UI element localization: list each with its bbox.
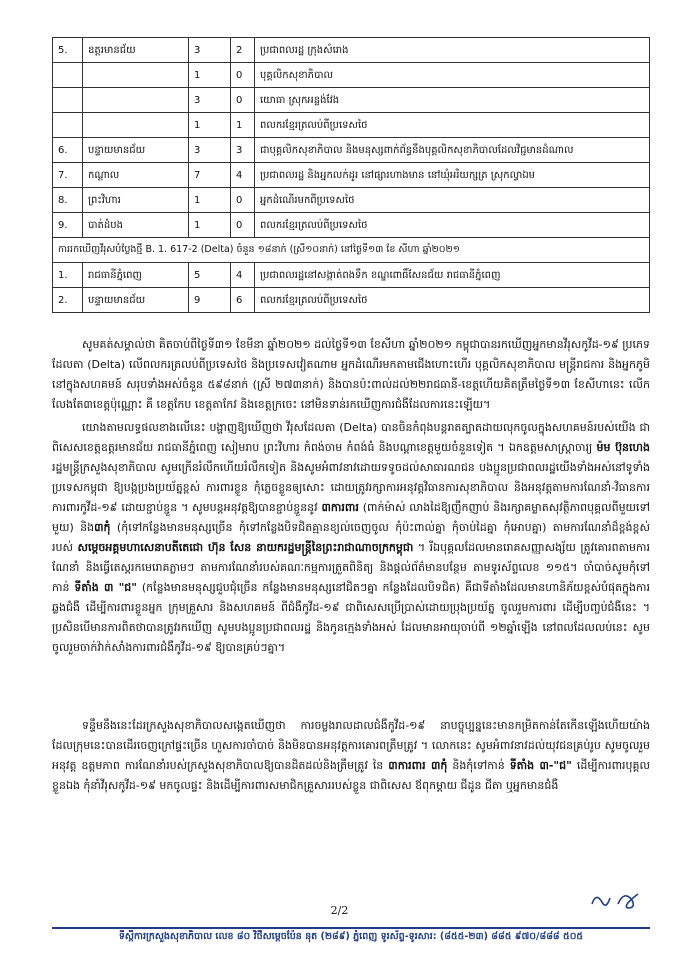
province-cell bbox=[83, 113, 189, 138]
row-number-cell: 9. bbox=[53, 213, 83, 238]
description-cell: បុគ្គលិកសុខាភិបាល bbox=[255, 63, 650, 88]
female-count-cell: 3 bbox=[231, 138, 255, 163]
three-protections-donts: ៣ការពារ ៣កុំ bbox=[388, 759, 448, 772]
description-cell: អ្នកដំណើរមកពីប្រទេសថៃ bbox=[255, 188, 650, 213]
cases-table bbox=[52, 37, 650, 313]
case-count-cell: 7 bbox=[189, 163, 231, 188]
description-cell: ប្រជាពលរដ្ឋនៅសង្កាត់ពងទឹក ខណ្ឌពោធិ៍សែនជ័យ រាជធានីភ្នំពេញ bbox=[255, 263, 650, 288]
table-row bbox=[53, 163, 650, 188]
description-cell: ពលករខ្មែរត្រលប់ពីប្រទេសថៃ bbox=[255, 213, 650, 238]
paragraph-youth bbox=[52, 716, 650, 866]
female-count-cell: 4 bbox=[231, 263, 255, 288]
paragraph-text: រដ្ឋមន្ត្រីក្រសួងសុខាភិបាល សូមក្រើនរំលឹកហើយរំលឹកទៀត និងសូមអំពាវនាវដោយទទូចដល់សាធារណជន បងប្អូនប្រជាពលរដ្ឋយើងទាំងអស់នៅទូទាំងប្រទេសកម្ពុជា ឱ្យបង្កប្រងប្រយ័ត្នខ្ពស់ ការពារខ្លួន កុំភ្លេចខ្លួនឲ្យសោះ ដោយត្រូវរក្សាការអនុវត្តវិធានការសុខាភិបាល និងអនុវត្តតាមការណែនាំ-វិធានការការពារកូវីដ-១៩ ដោយខ្ជាប់ខ្ជួន ។ សូមបន្តអនុវត្តឱ្យបានខ្ជាប់ខ្ជួននូវ bbox=[52, 461, 650, 514]
table-row bbox=[53, 88, 650, 113]
minister-name: ម៉ម ប៊ុនហេង bbox=[596, 441, 650, 454]
female-count-cell: 6 bbox=[231, 288, 255, 313]
paragraph-text: សូមគត់សម្គាល់ថា គិតចាប់ពីថ្ងៃទី៣១ ខែមីនា ឆ្នាំ២០២១ ដល់ថ្ងៃទី១៣ ខែសីហា ឆ្នាំ២០២១ កម្ពុជាបានរកឃើញអ្នកមានវីរុសកូវីដ-១៩ ប្រភេទ ដែលតា (Delta) លើពលករត្រលប់ពីប្រទេសថៃ និងប្រទេសវៀតណាម អ្នកដំណើរមកតាមជើងហោះហើរ បុគ្គលិកសុខាភិបាល មន្ត្រីរាជការ និងអ្នកភូមិនៅក្នុងសហគមន៍ សរុបទាំងអស់ចំនួន ៥៩៨នាក់ (ស្រី ២៧៣នាក់) និងបានប៉ះពាល់ដល់២២រាជធានី-ខេត្តហើយគិតត្រឹមថ្ងៃទី១៣ ខែសីហានេះ លើកលែងតែ៣ខេត្តប៉ុណ្ណោះ គឺ ខេត្តកែប ខេត្តតាកែវ និងខេត្តក្រចេះ នៅមិនទាន់រកឃើញការជំងឺដែលការនេះឡើយ។ bbox=[52, 338, 650, 411]
province-cell: ព្រះវិហារ bbox=[83, 188, 189, 213]
description-cell: យោធា ស្រុកអន្លង់វែង bbox=[255, 88, 650, 113]
description-cell: ប្រជាពលរដ្ឋ និងអ្នកលក់ដូរ នៅផ្សារហាងមាន នៅឃុំអរិយក្សត្រ ស្រុកល្វាឯម bbox=[255, 163, 650, 188]
row-number-cell bbox=[53, 88, 83, 113]
paragraph-text: យោងតាមលទ្ធផលខាងលើនេះ បង្ហាញឱ្យឃើញថា វីរុសដែលតា (Delta) បានចិនកំពុងបន្តរាតត្បាតដាយលុកចូលក្នុងសហគមន៍របស់យើង ជាពិសេសខេត្តឧត្តរមានជ័យ រាជធានីភ្នំពេញ សៀមរាប ព្រះវិហារ កំពង់ចាម កំពង់ធំ និងបណ្តាខេត្តមួយចំនួនទៀត ។ ឯកឧត្តមសាស្ត្រាចារ្យ bbox=[52, 421, 650, 454]
female-count-cell: 1 bbox=[231, 113, 255, 138]
case-count-cell: 3 bbox=[189, 38, 231, 63]
paragraph-text: ដើម្បីការពារបុគ្គលខ្លួនឯង កុំនាំវីរុសកូវីដ-១៩ មកចូលផ្ទះ និងដើម្បីការពារសមាជិកគ្រួសាររបស់ខ្លួន ជាពិសេស ឪពុកម្តាយ ជីដូន ជីតា ឬអ្នកមានជំងឺ bbox=[52, 759, 650, 792]
female-count-cell: 0 bbox=[231, 63, 255, 88]
female-count-cell: 0 bbox=[231, 188, 255, 213]
description-cell: ជាបុគ្គលិកសុខាភិបាល និងមនុស្សពាក់ព័ន្ធនឹងបុគ្គលិកសុខាភិបាលដែលវិជ្ជមានដំណាល bbox=[255, 138, 650, 163]
row-number-cell: 5. bbox=[53, 38, 83, 63]
paragraph-text: (កុំទៅកន្លែងមានមនុស្សច្រើន កុំទៅកន្លែងបិទជិតគ្មានខ្យល់ចេញចូល កុំប៉ះពាល់គ្នា កុំចាប់ដៃគ្នា កុំអោបគ្នា) តាមការណែនាំដ៏ខ្ពង់ខ្ពស់របស់ bbox=[52, 521, 650, 554]
row-number-cell: 6. bbox=[53, 138, 83, 163]
province-cell: បន្ទាយមានជ័យ bbox=[83, 288, 189, 313]
footer-divider bbox=[52, 927, 650, 929]
row-number-cell: 7. bbox=[53, 163, 83, 188]
province-cell: បាត់ដំបង bbox=[83, 213, 189, 238]
row-number-cell bbox=[53, 113, 83, 138]
description-cell: ប្រជាពលរដ្ឋ ក្រុងសំរោង bbox=[255, 38, 650, 63]
table-row bbox=[53, 288, 650, 313]
case-count-cell: 3 bbox=[189, 138, 231, 163]
table-row bbox=[53, 38, 650, 63]
case-count-cell: 9 bbox=[189, 288, 231, 313]
table-row bbox=[53, 188, 650, 213]
case-count-cell: 1 bbox=[189, 63, 231, 88]
table-row-delta-note bbox=[53, 238, 650, 263]
female-count-cell: 4 bbox=[231, 163, 255, 188]
case-count-cell: 1 bbox=[189, 188, 231, 213]
case-count-cell: 3 bbox=[189, 88, 231, 113]
case-count-cell: 1 bbox=[189, 113, 231, 138]
row-number-cell bbox=[53, 63, 83, 88]
three-places: ទីតាំង ៣-"ជ" bbox=[509, 759, 572, 772]
province-cell: កណ្តាល bbox=[83, 163, 189, 188]
female-count-cell: 0 bbox=[231, 88, 255, 113]
three-donts: ៣កុំ bbox=[94, 521, 111, 534]
paragraph-text: (កន្លែងមានមនុស្សជួបជុំច្រើន កន្លែងមានមនុស្សនៅជិតៗគ្នា កន្លែងដែលបិទជិត) គឺជាទីតាំងដែលមានហានិភ័យខ្ពស់បំផុតក្នុងការឆ្លងជំងឺ ដើម្បីការពារខ្លួនអ្នក ក្រុមគ្រួសារ និងសហគមន៍ ពីជំងឺកូវីដ-១៩ ជាពិសេសប្រើប្រាស់ដោយប្រុងប្រយ័ត្ន ចូលរួមការពារ ដើម្បីបញ្ចប់ជំងឺនេះ ។ ប្រសិនបើមានការពិតថាបានត្រូវរកឃើញ សូមបងប្អូនប្រជាពលរដ្ឋ និងកូនក្មេងទាំងអស់ ដែលមានអាយុចាប់ពី ១២ឆ្នាំឡើង នៅពលដែលលប់នេះ សូមចូលរួមចាក់វ៉ាក់សាំងការពារជំងឺកូវីដ-១៩ ឱ្យបានគ្រប់ៗគ្នា។ bbox=[52, 581, 650, 654]
table-row bbox=[53, 63, 650, 88]
description-cell: ពលករខ្មែរត្រលប់ពីប្រទេសថៃ bbox=[255, 288, 650, 313]
row-number-cell: 2. bbox=[53, 288, 83, 313]
three-protections: ៣ការពារ bbox=[321, 501, 359, 514]
province-cell bbox=[83, 63, 189, 88]
province-cell: រាជធានីភ្នំពេញ bbox=[83, 263, 189, 288]
cases-table-body bbox=[53, 38, 650, 313]
row-number-cell: 8. bbox=[53, 188, 83, 213]
case-count-cell: 1 bbox=[189, 213, 231, 238]
table-row bbox=[53, 138, 650, 163]
paragraph-text: ។ រីឯបុគ្គលដែលមានរោគសញ្ញាសង្ស័យ ត្រូវគោរពតាមការណែនាំ និងធ្វើតេស្តរកមេរោគភ្លាមៗ តាមការណែនាំរបស់គណៈកម្មការត្រួតពិនិត្យ និងផ្តល់ព័ត៌មានបន្ថែម តាមទូរស័ព្ទលេខ ១១៥។ ចាំបាច់សូមកុំទៅកាន់ bbox=[52, 541, 650, 594]
table-row bbox=[53, 263, 650, 288]
paragraph-text: និងកុំទៅកាន់ bbox=[447, 759, 510, 772]
female-count-cell: 2 bbox=[231, 38, 255, 63]
page-number: 2/2 bbox=[330, 904, 349, 917]
table-row bbox=[53, 113, 650, 138]
province-cell bbox=[83, 88, 189, 113]
prime-minister-title: សម្តេចអគ្គមហាសេនាបតីតេជោ ហ៊ុន សែន នាយករដ្ឋមន្ត្រីនៃព្រះរាជាណាចក្រកម្ពុជា bbox=[77, 541, 414, 554]
row-number-cell: 1. bbox=[53, 263, 83, 288]
paragraph-text: ទន្ទឹមនឹងនេះដែរក្រសួងសុខាភិបាលសង្កេតឃើញថា ការចម្លងរាលដាលជំងឺកូវីដ-១៩ នាបច្ចុប្បន្ននេះមានកម្រិតកាន់តែកើនឡើងហើយយ៉ាង ដែលក្រុមនេះបានដើរចេញក្រៅផ្ទះច្រើន ហួសការចាំបាច់ និងមិនបានអនុវត្តការគោរពត្រឹមត្រូវ ។ លោកនេះ សូមអំពាវនាវដល់យុវជនគ្រប់រូប សូមចូលរួមអនុវត្ត ឧត្តមភាព ការណែនាំរបស់ក្រសួងសុខាភិបាលឱ្យបានដិតដល់និងត្រឹមត្រូវ នៃ bbox=[52, 719, 650, 772]
footer-address: ទីស្តីការក្រសួងសុខាភិបាល លេខ ៨០ វិថីសម្តេចប៉ែន នុត (២៨៩) ភ្នំពេញ ទូរស័ព្ទ-ទូរសារ: (៨៥៥-២៣) ៨៨៥ ៩៧០/៨៨៨ ៥០៥ bbox=[118, 931, 584, 942]
female-count-cell: 0 bbox=[231, 213, 255, 238]
province-cell: ឧត្តរមានជ័យ bbox=[83, 38, 189, 63]
description-cell: ពលករខ្មែរត្រលប់ពីប្រទេសថៃ bbox=[255, 113, 650, 138]
paragraph-summary bbox=[52, 335, 650, 415]
delta-note-cell: ការរកឃើញវីរុសបំប្លែងថ្មី B. 1. 617-2 (Delta) ចំនួន ១៨នាក់ (ស្រី១០នាក់) នៅថ្ងៃទី១៣ ខែ សីហា ឆ្នាំ២០២១ bbox=[53, 238, 650, 263]
paragraph-appeal bbox=[52, 418, 650, 703]
table-row bbox=[53, 213, 650, 238]
paragraph-text: (ពាក់ម៉ាស់ លាងដៃឱ្យញឹកញាប់ និងរក្សាគម្លាតសុវត្ថិភាពបុគ្គលពីមួយទៅមួយ) និង bbox=[52, 501, 650, 534]
three-places: ទីតាំង ៣ "ជ" bbox=[74, 581, 138, 594]
case-count-cell: 5 bbox=[189, 263, 231, 288]
province-cell: បន្ទាយមានជ័យ bbox=[83, 138, 189, 163]
